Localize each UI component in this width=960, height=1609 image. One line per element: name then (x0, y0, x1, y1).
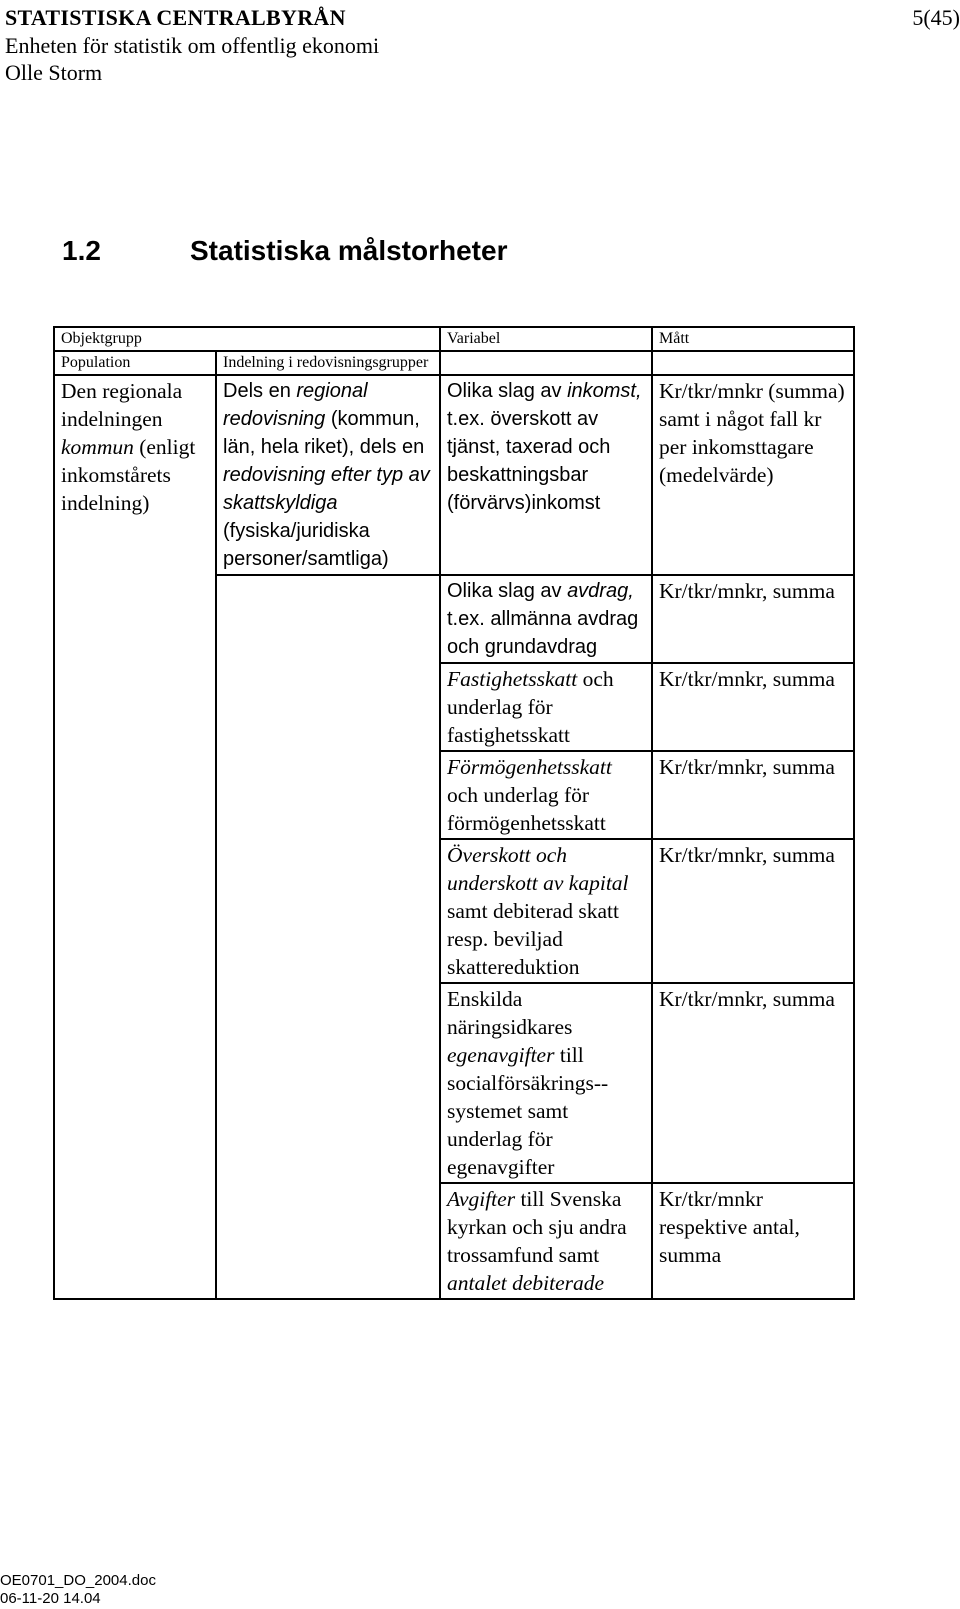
population-text: Den regionala indelningen (61, 379, 183, 431)
variabel-text-italic: inkomst, (567, 380, 642, 402)
matt-text: Kr/tkr/mnkr (summa) samt i något fall kr per inkomsttagare (medelvärde) (659, 379, 845, 487)
variabel-text-italic: egenavgifter (447, 1043, 555, 1067)
footer-filename: OE0701_DO_2004.doc (0, 1572, 156, 1589)
matt-cell (652, 1183, 854, 1299)
matt-text: Kr/tkr/mnkr, summa (659, 667, 835, 691)
indelning-text-italic: regional redovisning (223, 380, 368, 430)
variabel-cell (440, 751, 652, 839)
indelning-text: Dels en (223, 380, 297, 402)
matt-cell (652, 839, 854, 983)
variabel-text-end: t.ex. allmänna avdrag och grundavdrag (447, 608, 639, 658)
header-matt: Mått (652, 327, 854, 351)
matt-cell (652, 575, 854, 663)
header-population: Population (54, 351, 216, 375)
header-objektgrupp: Objektgrupp (54, 327, 440, 351)
indelning-text-end: (fysiska/juridiska personer/samtliga) (223, 520, 389, 570)
header-author: Olle Storm (5, 60, 103, 85)
variabel-text-italic: Fastighetsskatt (447, 667, 578, 691)
variabel-cell (440, 663, 652, 751)
indelning-text-mid: (kommun, län, hela riket), dels en (223, 408, 425, 458)
variabel-cell (440, 575, 652, 663)
matt-cell (652, 375, 854, 575)
table-row (54, 375, 854, 575)
footer (0, 1572, 156, 1608)
matt-text: Kr/tkr/mnkr, summa (659, 579, 835, 603)
variabel-text-end: och underlag för fastighetsskatt (447, 667, 614, 747)
variabel-text-italic: Överskott och underskott av kapital (447, 843, 629, 895)
header-empty-variabel (440, 351, 652, 375)
variabel-text-italic: Avgifter (447, 1187, 516, 1211)
variabel-text-italic: avdrag, (567, 580, 634, 602)
footer-date: 06-11-20 14.04 (0, 1590, 101, 1607)
matt-text: Kr/tkr/mnkr, summa (659, 843, 835, 867)
indelning-cell (216, 375, 440, 575)
population-text-italic: kommun (61, 435, 134, 459)
matt-cell (652, 663, 854, 751)
variabel-text: Olika slag av (447, 580, 568, 602)
variabel-text-italic-2: antalet debiterade (447, 1271, 605, 1295)
variabel-text-mid: till Svenska kyrkan och sju andra trossamfund samt (447, 1187, 627, 1267)
variabel-cell (440, 375, 652, 575)
variabel-text-end: samt debiterad skatt resp. beviljad skattereduktion (447, 899, 619, 979)
population-cell (54, 375, 216, 1299)
variabel-cell (440, 1183, 652, 1299)
matt-cell (652, 751, 854, 839)
variabel-text-end: till socialförsäkrings-systemet samt underlag för egenavgifter (447, 1043, 609, 1179)
variabel-text-end: t.ex. överskott av tjänst, taxerad och beskattningsbar (förvärvs)inkomst (447, 408, 611, 514)
variabel-cell (440, 839, 652, 983)
table-subheader-row (54, 351, 854, 375)
matt-text: Kr/tkr/mnkr, summa (659, 755, 835, 779)
section-number: 1.2 (62, 235, 101, 266)
table-header-row (54, 327, 854, 351)
variabel-text-end: och underlag för förmögenhetsskatt (447, 783, 606, 835)
header-indelning: Indelning i redovisningsgrupper (216, 351, 440, 375)
matt-cell (652, 983, 854, 1183)
section-title: Statistiska målstorheter (190, 235, 508, 266)
variabel-text: Enskilda näringsidkares (447, 987, 573, 1039)
page-number: 5(45) (912, 5, 960, 30)
header-empty-matt (652, 351, 854, 375)
section-heading (62, 234, 507, 268)
header-organization: STATISTISKA CENTRALBYRÅN (5, 5, 346, 30)
indelning-text-italic-2: redovisning efter typ av skattskyldiga (223, 464, 430, 514)
header-unit: Enheten för statistik om offentlig ekonomi (5, 33, 380, 58)
matt-text: Kr/tkr/mnkr, summa (659, 987, 835, 1011)
target-quantities-table (53, 326, 855, 1300)
variabel-cell (440, 983, 652, 1183)
variabel-text: Olika slag av (447, 380, 568, 402)
population-text-end: (enligt inkomstårets indelning) (61, 435, 196, 515)
matt-text: Kr/tkr/mnkr respektive antal, summa (659, 1187, 800, 1267)
header-variabel: Variabel (440, 327, 652, 351)
variabel-text-italic: Förmögenhetsskatt (447, 755, 612, 779)
indelning-empty-cell (216, 575, 440, 1299)
